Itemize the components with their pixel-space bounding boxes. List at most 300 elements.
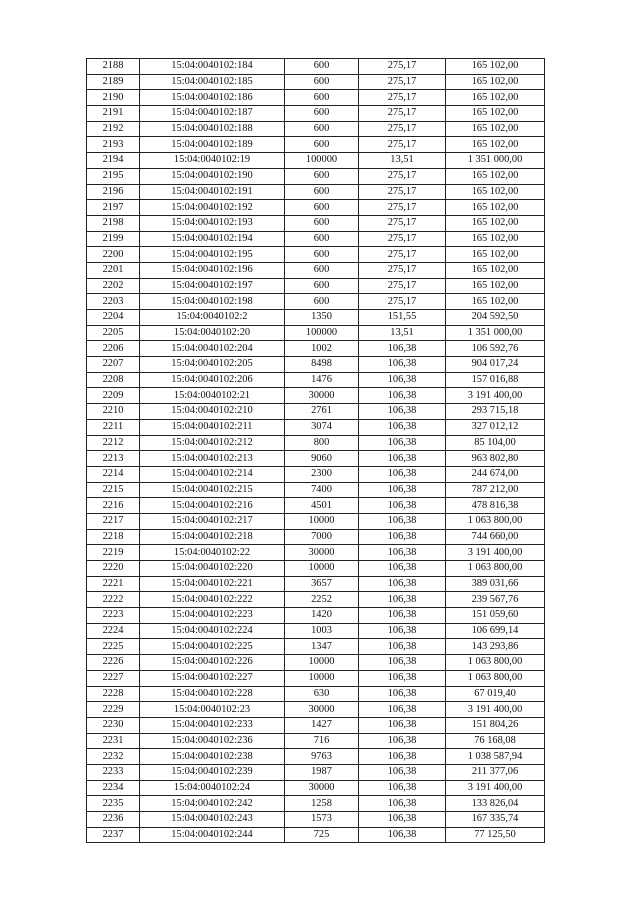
rate-cell: 106,38 [359,419,446,435]
area-cell: 9060 [285,451,359,467]
row-number-cell: 2217 [87,513,140,529]
table-row [87,278,545,294]
row-number-cell: 2208 [87,372,140,388]
value-cell: 165 102,00 [446,200,545,216]
table-row [87,262,545,278]
table-row [87,545,545,561]
table-row [87,764,545,780]
area-cell: 1003 [285,623,359,639]
value-cell: 85 104,00 [446,435,545,451]
area-cell: 600 [285,231,359,247]
rate-cell: 106,38 [359,529,446,545]
cadastral-number-cell: 15:04:0040102:239 [140,764,285,780]
table-row [87,404,545,420]
cadastral-number-cell: 15:04:0040102:225 [140,639,285,655]
rate-cell: 151,55 [359,310,446,326]
cadastral-number-cell: 15:04:0040102:194 [140,231,285,247]
rate-cell: 106,38 [359,623,446,639]
table-row [87,466,545,482]
value-cell: 204 592,50 [446,310,545,326]
area-cell: 2300 [285,466,359,482]
value-cell: 1 063 800,00 [446,561,545,577]
table-row [87,121,545,137]
rate-cell: 13,51 [359,325,446,341]
value-cell: 239 567,76 [446,592,545,608]
cadastral-number-cell: 15:04:0040102:24 [140,780,285,796]
cadastral-number-cell: 15:04:0040102:223 [140,608,285,624]
area-cell: 630 [285,686,359,702]
row-number-cell: 2225 [87,639,140,655]
table-row [87,655,545,671]
cadastral-number-cell: 15:04:0040102:185 [140,74,285,90]
value-cell: 143 293,86 [446,639,545,655]
row-number-cell: 2220 [87,561,140,577]
cadastral-number-cell: 15:04:0040102:187 [140,106,285,122]
row-number-cell: 2222 [87,592,140,608]
value-cell: 3 191 400,00 [446,702,545,718]
cadastral-number-cell: 15:04:0040102:190 [140,168,285,184]
row-number-cell: 2202 [87,278,140,294]
rate-cell: 106,38 [359,498,446,514]
cadastral-number-cell: 15:04:0040102:184 [140,59,285,75]
value-cell: 211 377,06 [446,764,545,780]
value-cell: 165 102,00 [446,137,545,153]
rate-cell: 106,38 [359,357,446,373]
rate-cell: 106,38 [359,372,446,388]
table-row [87,513,545,529]
value-cell: 165 102,00 [446,168,545,184]
area-cell: 10000 [285,655,359,671]
cadastral-number-cell: 15:04:0040102:23 [140,702,285,718]
row-number-cell: 2231 [87,733,140,749]
table-row [87,200,545,216]
area-cell: 1987 [285,764,359,780]
row-number-cell: 2229 [87,702,140,718]
value-cell: 165 102,00 [446,215,545,231]
table-row [87,215,545,231]
row-number-cell: 2233 [87,764,140,780]
area-cell: 10000 [285,561,359,577]
area-cell: 600 [285,59,359,75]
table-row [87,137,545,153]
table-row [87,419,545,435]
table-row [87,796,545,812]
area-cell: 1347 [285,639,359,655]
table-row [87,670,545,686]
area-cell: 1476 [285,372,359,388]
rate-cell: 275,17 [359,231,446,247]
cadastral-number-cell: 15:04:0040102:206 [140,372,285,388]
cadastral-number-cell: 15:04:0040102:22 [140,545,285,561]
area-cell: 1427 [285,717,359,733]
cadastral-number-cell: 15:04:0040102:218 [140,529,285,545]
rate-cell: 275,17 [359,137,446,153]
row-number-cell: 2198 [87,215,140,231]
value-cell: 1 351 000,00 [446,153,545,169]
cadastral-number-cell: 15:04:0040102:226 [140,655,285,671]
row-number-cell: 2207 [87,357,140,373]
cadastral-number-cell: 15:04:0040102:2 [140,310,285,326]
row-number-cell: 2188 [87,59,140,75]
table-row [87,780,545,796]
rate-cell: 106,38 [359,576,446,592]
table-row [87,231,545,247]
rate-cell: 106,38 [359,561,446,577]
table-row [87,561,545,577]
row-number-cell: 2236 [87,812,140,828]
cadastral-number-cell: 15:04:0040102:224 [140,623,285,639]
value-cell: 165 102,00 [446,59,545,75]
rate-cell: 106,38 [359,341,446,357]
rate-cell: 106,38 [359,655,446,671]
area-cell: 9763 [285,749,359,765]
value-cell: 1 063 800,00 [446,655,545,671]
cadastral-number-cell: 15:04:0040102:236 [140,733,285,749]
table-row [87,482,545,498]
rate-cell: 106,38 [359,592,446,608]
value-cell: 165 102,00 [446,231,545,247]
rate-cell: 106,38 [359,780,446,796]
rate-cell: 106,38 [359,466,446,482]
row-number-cell: 2196 [87,184,140,200]
rate-cell: 106,38 [359,388,446,404]
row-number-cell: 2206 [87,341,140,357]
cadastral-number-cell: 15:04:0040102:227 [140,670,285,686]
row-number-cell: 2209 [87,388,140,404]
value-cell: 3 191 400,00 [446,780,545,796]
row-number-cell: 2214 [87,466,140,482]
row-number-cell: 2193 [87,137,140,153]
value-cell: 106 592,76 [446,341,545,357]
row-number-cell: 2234 [87,780,140,796]
rate-cell: 13,51 [359,153,446,169]
value-cell: 327 012,12 [446,419,545,435]
cadastral-number-cell: 15:04:0040102:193 [140,215,285,231]
row-number-cell: 2199 [87,231,140,247]
table-row [87,90,545,106]
table-row [87,435,545,451]
rate-cell: 275,17 [359,294,446,310]
row-number-cell: 2213 [87,451,140,467]
cadastral-number-cell: 15:04:0040102:197 [140,278,285,294]
value-cell: 151 804,26 [446,717,545,733]
table-row [87,247,545,263]
row-number-cell: 2190 [87,90,140,106]
row-number-cell: 2224 [87,623,140,639]
value-cell: 165 102,00 [446,278,545,294]
table-row [87,702,545,718]
row-number-cell: 2210 [87,404,140,420]
area-cell: 7000 [285,529,359,545]
area-cell: 30000 [285,702,359,718]
rate-cell: 275,17 [359,247,446,263]
rate-cell: 106,38 [359,404,446,420]
cadastral-number-cell: 15:04:0040102:205 [140,357,285,373]
rate-cell: 106,38 [359,608,446,624]
area-cell: 600 [285,137,359,153]
cadastral-number-cell: 15:04:0040102:233 [140,717,285,733]
area-cell: 600 [285,278,359,294]
cadastral-number-cell: 15:04:0040102:222 [140,592,285,608]
cadastral-number-cell: 15:04:0040102:243 [140,812,285,828]
table-body [87,59,545,843]
table-row [87,608,545,624]
value-cell: 904 017,24 [446,357,545,373]
row-number-cell: 2195 [87,168,140,184]
table-row [87,812,545,828]
area-cell: 3657 [285,576,359,592]
cadastral-number-cell: 15:04:0040102:242 [140,796,285,812]
document-page [86,58,544,843]
row-number-cell: 2235 [87,796,140,812]
value-cell: 165 102,00 [446,106,545,122]
row-number-cell: 2194 [87,153,140,169]
value-cell: 744 660,00 [446,529,545,545]
area-cell: 600 [285,106,359,122]
cadastral-number-cell: 15:04:0040102:213 [140,451,285,467]
row-number-cell: 2215 [87,482,140,498]
value-cell: 1 038 587,94 [446,749,545,765]
rate-cell: 106,38 [359,513,446,529]
cadastral-number-cell: 15:04:0040102:189 [140,137,285,153]
land-parcels-table [86,58,545,843]
area-cell: 30000 [285,388,359,404]
table-row [87,498,545,514]
cadastral-number-cell: 15:04:0040102:238 [140,749,285,765]
rate-cell: 275,17 [359,74,446,90]
row-number-cell: 2216 [87,498,140,514]
area-cell: 600 [285,168,359,184]
cadastral-number-cell: 15:04:0040102:216 [140,498,285,514]
table-row [87,529,545,545]
table-row [87,686,545,702]
row-number-cell: 2218 [87,529,140,545]
area-cell: 100000 [285,153,359,169]
cadastral-number-cell: 15:04:0040102:204 [140,341,285,357]
table-row [87,827,545,843]
area-cell: 600 [285,121,359,137]
value-cell: 165 102,00 [446,74,545,90]
area-cell: 716 [285,733,359,749]
table-row [87,372,545,388]
row-number-cell: 2203 [87,294,140,310]
area-cell: 1573 [285,812,359,828]
area-cell: 4501 [285,498,359,514]
cadastral-number-cell: 15:04:0040102:244 [140,827,285,843]
table-row [87,325,545,341]
cadastral-number-cell: 15:04:0040102:210 [140,404,285,420]
rate-cell: 106,38 [359,827,446,843]
value-cell: 165 102,00 [446,90,545,106]
table-row [87,357,545,373]
rate-cell: 106,38 [359,812,446,828]
row-number-cell: 2226 [87,655,140,671]
area-cell: 800 [285,435,359,451]
table-row [87,153,545,169]
area-cell: 10000 [285,670,359,686]
area-cell: 7400 [285,482,359,498]
area-cell: 600 [285,294,359,310]
area-cell: 2252 [285,592,359,608]
cadastral-number-cell: 15:04:0040102:191 [140,184,285,200]
table-row [87,592,545,608]
table-row [87,341,545,357]
value-cell: 76 168,08 [446,733,545,749]
row-number-cell: 2192 [87,121,140,137]
cadastral-number-cell: 15:04:0040102:196 [140,262,285,278]
row-number-cell: 2232 [87,749,140,765]
rate-cell: 275,17 [359,278,446,294]
rate-cell: 275,17 [359,215,446,231]
rate-cell: 106,38 [359,435,446,451]
rate-cell: 106,38 [359,639,446,655]
cadastral-number-cell: 15:04:0040102:186 [140,90,285,106]
rate-cell: 106,38 [359,764,446,780]
area-cell: 8498 [285,357,359,373]
row-number-cell: 2219 [87,545,140,561]
row-number-cell: 2211 [87,419,140,435]
value-cell: 293 715,18 [446,404,545,420]
area-cell: 100000 [285,325,359,341]
value-cell: 67 019,40 [446,686,545,702]
cadastral-number-cell: 15:04:0040102:228 [140,686,285,702]
area-cell: 2761 [285,404,359,420]
row-number-cell: 2237 [87,827,140,843]
rate-cell: 106,38 [359,749,446,765]
value-cell: 167 335,74 [446,812,545,828]
rate-cell: 106,38 [359,686,446,702]
table-row [87,717,545,733]
table-row [87,59,545,75]
area-cell: 725 [285,827,359,843]
value-cell: 165 102,00 [446,262,545,278]
rate-cell: 275,17 [359,106,446,122]
cadastral-number-cell: 15:04:0040102:211 [140,419,285,435]
row-number-cell: 2200 [87,247,140,263]
area-cell: 3074 [285,419,359,435]
rate-cell: 106,38 [359,702,446,718]
value-cell: 1 063 800,00 [446,670,545,686]
cadastral-number-cell: 15:04:0040102:212 [140,435,285,451]
table-row [87,451,545,467]
row-number-cell: 2221 [87,576,140,592]
area-cell: 600 [285,184,359,200]
area-cell: 600 [285,200,359,216]
row-number-cell: 2228 [87,686,140,702]
value-cell: 1 063 800,00 [446,513,545,529]
row-number-cell: 2191 [87,106,140,122]
table-row [87,639,545,655]
cadastral-number-cell: 15:04:0040102:220 [140,561,285,577]
area-cell: 600 [285,74,359,90]
rate-cell: 106,38 [359,733,446,749]
area-cell: 1420 [285,608,359,624]
cadastral-number-cell: 15:04:0040102:221 [140,576,285,592]
table-row [87,74,545,90]
row-number-cell: 2205 [87,325,140,341]
value-cell: 389 031,66 [446,576,545,592]
rate-cell: 275,17 [359,262,446,278]
row-number-cell: 2204 [87,310,140,326]
cadastral-number-cell: 15:04:0040102:214 [140,466,285,482]
rate-cell: 106,38 [359,545,446,561]
area-cell: 30000 [285,780,359,796]
area-cell: 1002 [285,341,359,357]
table-row [87,576,545,592]
rate-cell: 275,17 [359,59,446,75]
table-row [87,733,545,749]
cadastral-number-cell: 15:04:0040102:21 [140,388,285,404]
rate-cell: 106,38 [359,670,446,686]
value-cell: 165 102,00 [446,247,545,263]
cadastral-number-cell: 15:04:0040102:188 [140,121,285,137]
area-cell: 600 [285,215,359,231]
value-cell: 77 125,50 [446,827,545,843]
value-cell: 106 699,14 [446,623,545,639]
area-cell: 600 [285,262,359,278]
rate-cell: 275,17 [359,90,446,106]
row-number-cell: 2230 [87,717,140,733]
value-cell: 963 802,80 [446,451,545,467]
cadastral-number-cell: 15:04:0040102:198 [140,294,285,310]
row-number-cell: 2189 [87,74,140,90]
cadastral-number-cell: 15:04:0040102:192 [140,200,285,216]
table-row [87,184,545,200]
row-number-cell: 2223 [87,608,140,624]
table-row [87,623,545,639]
rate-cell: 106,38 [359,717,446,733]
row-number-cell: 2201 [87,262,140,278]
value-cell: 3 191 400,00 [446,545,545,561]
area-cell: 1350 [285,310,359,326]
value-cell: 1 351 000,00 [446,325,545,341]
value-cell: 478 816,38 [446,498,545,514]
area-cell: 600 [285,247,359,263]
area-cell: 30000 [285,545,359,561]
rate-cell: 275,17 [359,168,446,184]
value-cell: 133 826,04 [446,796,545,812]
rate-cell: 275,17 [359,121,446,137]
rate-cell: 106,38 [359,796,446,812]
value-cell: 787 212,00 [446,482,545,498]
table-row [87,168,545,184]
table-row [87,749,545,765]
value-cell: 244 674,00 [446,466,545,482]
area-cell: 600 [285,90,359,106]
value-cell: 3 191 400,00 [446,388,545,404]
value-cell: 165 102,00 [446,184,545,200]
value-cell: 165 102,00 [446,294,545,310]
cadastral-number-cell: 15:04:0040102:19 [140,153,285,169]
value-cell: 151 059,60 [446,608,545,624]
row-number-cell: 2227 [87,670,140,686]
rate-cell: 275,17 [359,184,446,200]
area-cell: 10000 [285,513,359,529]
row-number-cell: 2212 [87,435,140,451]
cadastral-number-cell: 15:04:0040102:20 [140,325,285,341]
table-row [87,310,545,326]
rate-cell: 106,38 [359,482,446,498]
table-row [87,388,545,404]
rate-cell: 106,38 [359,451,446,467]
cadastral-number-cell: 15:04:0040102:215 [140,482,285,498]
rate-cell: 275,17 [359,200,446,216]
cadastral-number-cell: 15:04:0040102:217 [140,513,285,529]
area-cell: 1258 [285,796,359,812]
value-cell: 157 016,88 [446,372,545,388]
table-row [87,294,545,310]
row-number-cell: 2197 [87,200,140,216]
